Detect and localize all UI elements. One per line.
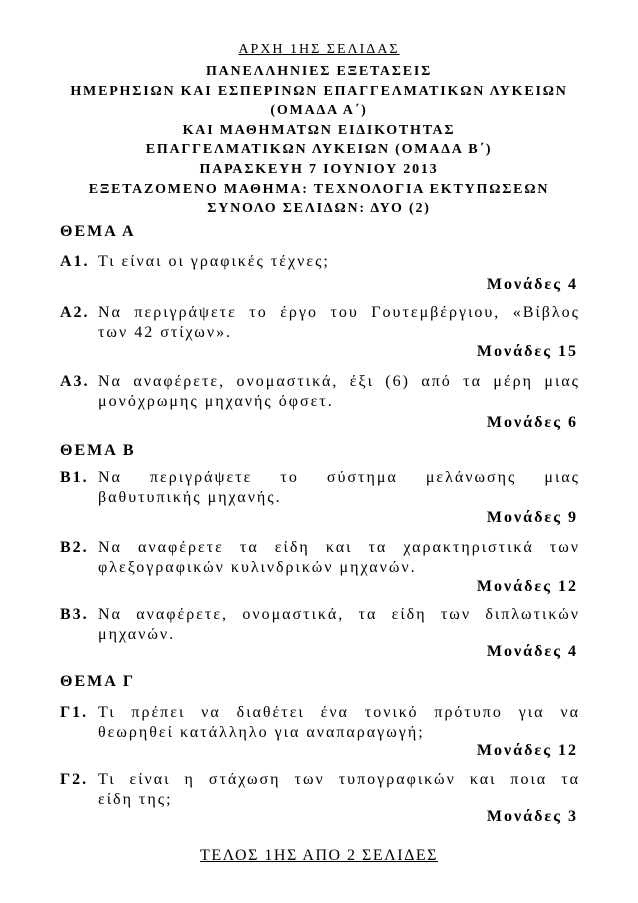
theme-b-title: ΘΕΜΑ Β [60,442,136,459]
question-text-line: φλεξογραφικών κυλινδρικών μηχανών. [98,559,417,576]
marks-a2: Μονάδες 15 [476,343,578,360]
question-text-line: Να αναφέρετε, ονομαστικά, τα είδη των διπλωτικών [98,606,580,623]
theme-a-title: ΘΕΜΑ Α [60,223,136,240]
header-line: (ΟΜΑΔΑ Α΄) [270,103,368,119]
question-a2 [60,303,580,343]
question-text-line: είδη της; [98,791,173,808]
header-line: ΕΞΕΤΑΖΟΜΕΝΟ ΜΑΘΗΜΑ: ΤΕΧΝΟΛΟΓΙΑ ΕΚΤΥΠΩΣΕΩΝ [88,181,550,197]
question-number: Β1. [60,469,89,486]
question-text-line: Να περιγράψετε το σύστημα μελάνωσης μιας [98,469,580,486]
question-number: Α2. [60,304,90,321]
page-end-marker: ΤΕΛΟΣ 1ΗΣ ΑΠΟ 2 ΣΕΛΙΔΕΣ [200,847,438,864]
question-b1 [60,468,580,508]
question-text-line: Τι είναι η στάχωση των τυπογραφικών και ποια τα [98,771,580,788]
question-text-line: Να αναφέρετε, ονομαστικά, έξι (6) από τα μέρη μιας [98,373,580,390]
header-line: ΠΑΡΑΣΚΕΥΗ 7 ΙΟΥΝΙΟΥ 2013 [199,161,439,177]
question-number: Α3. [60,373,90,390]
question-number: Α1. [60,253,90,270]
marks-c1: Μονάδες 12 [476,742,578,759]
question-number: Β3. [60,606,89,623]
marks-b1: Μονάδες 9 [486,509,578,526]
question-text-line: Τι είναι οι γραφικές τέχνες; [98,253,330,270]
question-a3 [60,372,580,412]
marks-a3: Μονάδες 6 [486,414,578,431]
exam-header [0,62,638,219]
question-text-line: βαθυτυπικής μηχανής. [98,489,282,506]
header-line: ΠΑΝΕΛΛΗΝΙΕΣ ΕΞΕΤΑΣΕΙΣ [205,64,433,79]
question-text-line: των 42 στίχων». [98,324,233,341]
question-text-line: Τι πρέπει να διαθέτει ένα τονικό πρότυπο για να [98,704,580,721]
question-b3 [60,605,580,645]
question-c2 [60,770,580,810]
question-a1 [60,252,580,272]
question-text-line: Να αναφέρετε τα είδη και τα χαρακτηριστικά των [98,539,580,556]
question-c1 [60,703,580,743]
question-number: Γ1. [60,704,89,721]
header-line: ΗΜΕΡΗΣΙΩΝ ΚΑΙ ΕΣΠΕΡΙΝΩΝ ΕΠΑΓΓΕΛΜΑΤΙΚΩΝ ΛΥΚΕΙΩΝ [70,83,568,99]
question-b2 [60,538,580,578]
header-line: ΕΠΑΓΓΕΛΜΑΤΙΚΩΝ ΛΥΚΕΙΩΝ (ΟΜΑΔΑ Β΄) [145,142,493,158]
header-line: ΣΥΝΟΛΟ ΣΕΛΙΔΩΝ: ΔΥΟ (2) [207,201,431,217]
marks-b3: Μονάδες 4 [486,643,578,660]
question-number: Β2. [60,539,89,556]
page-start-marker: ΑΡΧΗ 1ΗΣ ΣΕΛΙΔΑΣ [238,42,400,57]
theme-c-title: ΘΕΜΑ Γ [60,673,136,690]
question-text-line: μηχανών. [98,626,176,643]
question-number: Γ2. [60,771,89,788]
header-line: ΚΑΙ ΜΑΘΗΜΑΤΩΝ ΕΙΔΙΚΟΤΗΤΑΣ [182,122,456,138]
question-text-line: μονόχρωμης μηχανής όφσετ. [98,393,334,410]
question-text-line: θεωρηθεί κατάλληλο για αναπαραγωγή; [98,724,425,741]
marks-c2: Μονάδες 3 [486,808,578,825]
question-text-line: Να περιγράψετε το έργο του Γουτεμβέργιου, «Βίβλος [98,304,580,321]
marks-a1: Μονάδες 4 [486,276,578,293]
marks-b2: Μονάδες 12 [476,578,578,595]
